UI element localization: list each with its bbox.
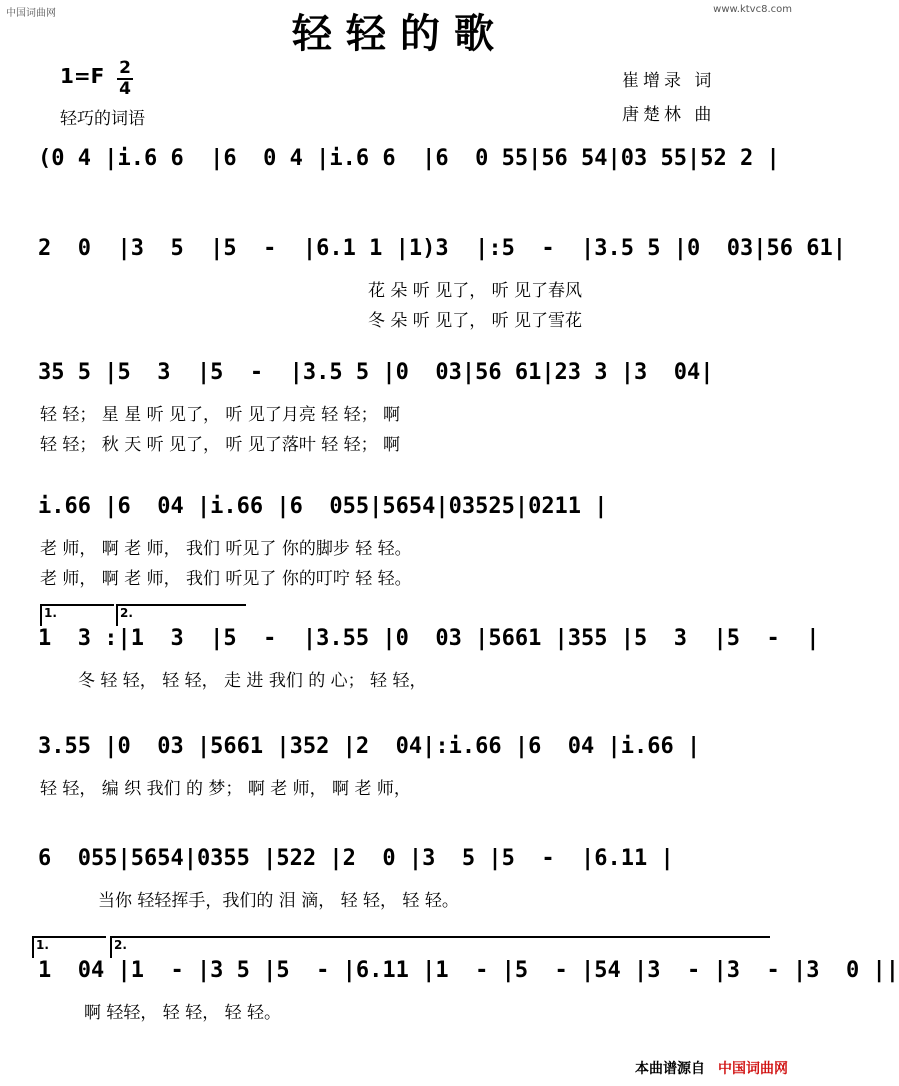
lyric-verse-2: 轻 轻； 秋 天 听 见了， 听 见了落叶 轻 轻； 啊: [40, 435, 401, 455]
lyric-line: 冬 轻 轻， 轻 轻， 走 进 我们 的 心； 轻 轻，: [78, 671, 427, 691]
lyric-verse-1: 花 朵 听 见了， 听 见了春风: [368, 281, 583, 301]
notation-line: 2 0 |3 5 |5 - |6.1 1 |1)3 |:5 - |3.5 5 |0 03|56 61|: [38, 236, 846, 261]
lyric-line: 轻 轻， 编 织 我们 的 梦； 啊 老 师， 啊 老 师，: [40, 779, 411, 799]
lyric-verse-2: 老 师， 啊 老 师， 我们 听见了 你的叮咛 轻 轻。: [40, 569, 412, 589]
song-title: 轻轻的歌: [292, 10, 508, 57]
score-system-8: [36, 936, 899, 1026]
footer-site-link[interactable]: 中国词曲网: [718, 1061, 788, 1077]
lyric-verse-2: 冬 朵 听 见了， 听 见了雪花: [368, 311, 583, 331]
notation-line: 1 3 :|1 3 |5 - |3.55 |0 03 |5661 |355 |5 3 |5 - |: [38, 626, 820, 651]
lyric-verse-1: 轻 轻； 星 星 听 见了， 听 见了月亮 轻 轻； 啊: [40, 405, 401, 425]
notation-line: i.66 |6 04 |i.66 |6 055|5654|03525|0211 |: [38, 494, 608, 519]
watermark-left: 中国词曲网: [6, 8, 56, 19]
score-system-6: [38, 734, 768, 804]
notation-line: 6 055|5654|0355 |522 |2 0 |3 5 |5 - |6.11 |: [38, 846, 674, 871]
score-system-2: [38, 236, 846, 336]
footer-source-label: 本曲谱源自: [635, 1061, 705, 1077]
score-system-1: [38, 146, 780, 186]
volta-2: 2.: [116, 604, 246, 626]
lyric-line: 啊 轻轻， 轻 轻， 轻 轻。: [84, 1003, 282, 1023]
time-signature: [117, 60, 133, 98]
notation-line: 1 04 |1 - |3 5 |5 - |6.11 |1 - |5 - |54 |3 - |3 - |3 0 ||: [38, 958, 899, 983]
score-system-5: [38, 604, 820, 694]
lyricist-credit: 崔增录 词: [622, 71, 716, 91]
volta-2: 2.: [110, 936, 770, 958]
volta-1: 1.: [32, 936, 106, 958]
key-signature: 1=F: [60, 64, 105, 88]
volta-1: 1.: [40, 604, 114, 626]
lyric-verse-1: 老 师， 啊 老 师， 我们 听见了 你的脚步 轻 轻。: [40, 539, 412, 559]
lyric-line: 当你 轻轻挥手，我们的 泪 滴， 轻 轻， 轻 轻。: [98, 891, 459, 911]
time-signature-bottom: 4: [119, 79, 131, 99]
notation-line: 3.55 |0 03 |5661 |352 |2 04|:i.66 |6 04 |i.66 |: [38, 734, 701, 759]
notation-line: 35 5 |5 3 |5 - |3.5 5 |0 03|56 61|23 3 |3 04|: [38, 360, 714, 385]
score-system-3: [38, 360, 768, 460]
time-signature-top: 2: [119, 58, 131, 78]
composer-credit: 唐楚林 曲: [622, 105, 716, 125]
notation-line: (0 4 |i.6 6 |6 0 4 |i.6 6 |6 0 55|56 54|03 55|52 2 |: [38, 146, 780, 171]
watermark-right: www.ktvc8.com: [713, 4, 792, 15]
score-system-4: [38, 494, 768, 594]
score-system-7: [38, 846, 768, 916]
tempo-marking: 轻巧的词语: [60, 109, 145, 129]
